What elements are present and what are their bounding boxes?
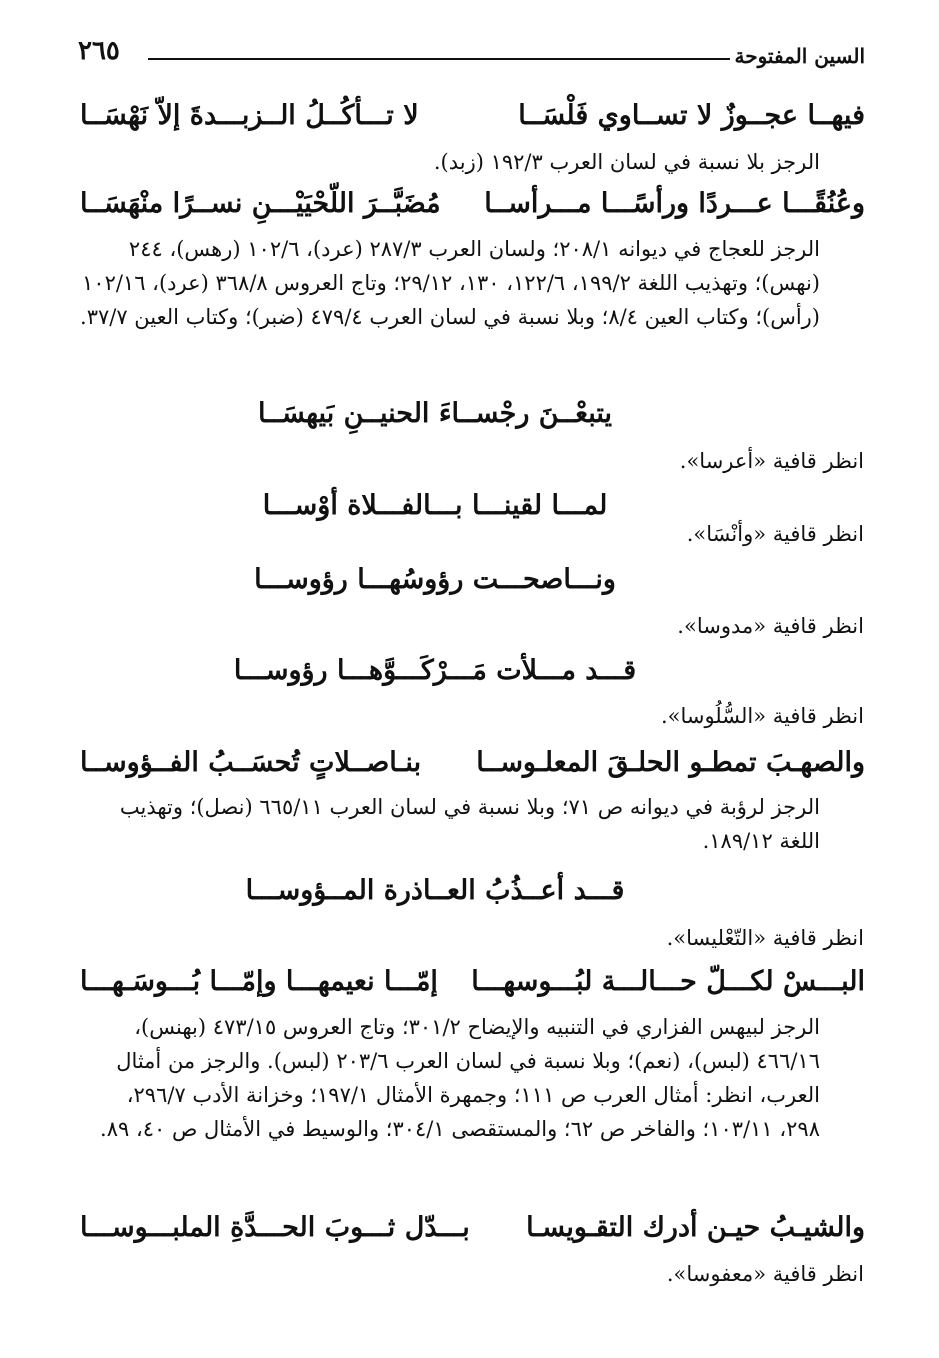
first-hemistich: والصهـبَ تمطـو الحلـقَ المعلـوســا [476, 747, 865, 778]
cross-reference: انظر قافية «السُّلُوسا». [660, 704, 864, 728]
second-hemistich: إمّـــا نعيمهـــا وإمّـــا بُـــوسَـهـــا [80, 966, 438, 997]
cross-reference: انظر قافية «أعرسا». [679, 449, 864, 473]
cross-reference: انظر قافية «معفوسا». [666, 1262, 864, 1286]
cross-reference: انظر قافية «التّعْليسا». [666, 926, 864, 950]
second-hemistich: لا تـــأكُــلُ الــزبـــدةَ إلاّ نَهْسَــا [80, 100, 419, 131]
cross-reference: انظر قافية «وأنْسَا». [686, 522, 864, 546]
cross-reference: انظر قافية «مدوسا». [677, 614, 864, 638]
citation-note: الرجز لرؤبة في ديوانه ص ٧١؛ وبلا نسبة في لسان العرب ٦٦٥/١١ (نصل)؛ وتهذيب اللغة ١٨٩/١٢. [119, 795, 820, 853]
section-title: السين المفتوحة [734, 44, 865, 68]
verse-line: قـــد أعــذُبُ العــاذرة المــؤوســـا [245, 875, 625, 906]
first-hemistich: فيهــا عجــوزٌ لا تســاوي فَلْسَــا [518, 100, 865, 131]
second-hemistich: مُضَبَّــرَ اللّحْيَيْـــنِ نســرًا منْهَسَــا [80, 188, 441, 219]
first-hemistich: والشيـبُ حيـن أدرك التقـويسـا [526, 1212, 865, 1243]
header-rule [148, 58, 730, 60]
verse-line: قـــد مـــلأت مَـــرْكَـــوَّهـــا رؤوســـا [233, 655, 637, 686]
first-hemistich: وعُنُقًـــا عـــردًا ورأسًـــا مـــرأســا [484, 188, 865, 219]
first-hemistich: البـــسْ لكـــلّ حـــالـــة لبُـــوسهـــا [471, 966, 865, 997]
citation-note: الرجز بلا نسبة في لسان العرب ١٩٢/٣ (زبد). [433, 150, 820, 174]
citation-note: الرجز للعجاج في ديوانه ٢٠٨/١؛ ولسان العرب ٢٨٧/٣ (عرد)، ١٠٢/٦ (رهس)، ٢٤٤ (نهس)؛ وتهذيب اللغة ١٩٩/٢، ١٢٢/٦، ١٣٠، ٢٩/١٢؛ وتاج العروس ٣٦٨/٨ (عرد)، ١٠٢/١٦ (رأس)؛ وكتاب العين ٨/٤؛ وبلا نسبة في لسان العرب ٤٧٩/٤ (ضبر)؛ وكتاب العين ٣٧/٧. [80, 237, 820, 329]
running-header [78, 36, 865, 76]
citation-note: الرجز لبيهس الفزاري في التنبيه والإيضاح ٣٠١/٢؛ وتاج العروس ٤٧٣/١٥ (بهنس)، ٤٦٦/١٦ (لبس)، (نعم)؛ وبلا نسبة في لسان العرب ٢٠٣/٦ (لبس). والرجز من أمثال العرب، انظر: أمثال العرب ص ١١١؛ وجمهرة الأمثال ١٩٧/١؛ وخزانة الأدب ٢٩٦/٧، ٢٩٨، ١٠٣/١١؛ والفاخر ص ٦٢؛ والمستقصى ٣٠٤/١؛ والوسيط في الأمثال ص ٤٠، ٨٩. [100, 1015, 820, 1141]
verse-line: لمـــا لقينـــا بـــالفـــلاة أوْســـا [262, 490, 608, 521]
second-hemistich: بنـاصــلاتٍ تُحسَــبُ الفــؤوســا [80, 747, 422, 778]
verse-line: يتبعْــنَ رجْســاءَ الحنيــنِ بَيهسَــا [257, 398, 613, 429]
page-number: ٢٦٥ [78, 36, 120, 66]
verse-line: ونـــاصحـــت رؤوسُهـــا رؤوســـا [254, 564, 616, 595]
second-hemistich: بـــدّل ثـــوبَ الحـــدَّةِ الملبـــوســـا [80, 1212, 470, 1243]
